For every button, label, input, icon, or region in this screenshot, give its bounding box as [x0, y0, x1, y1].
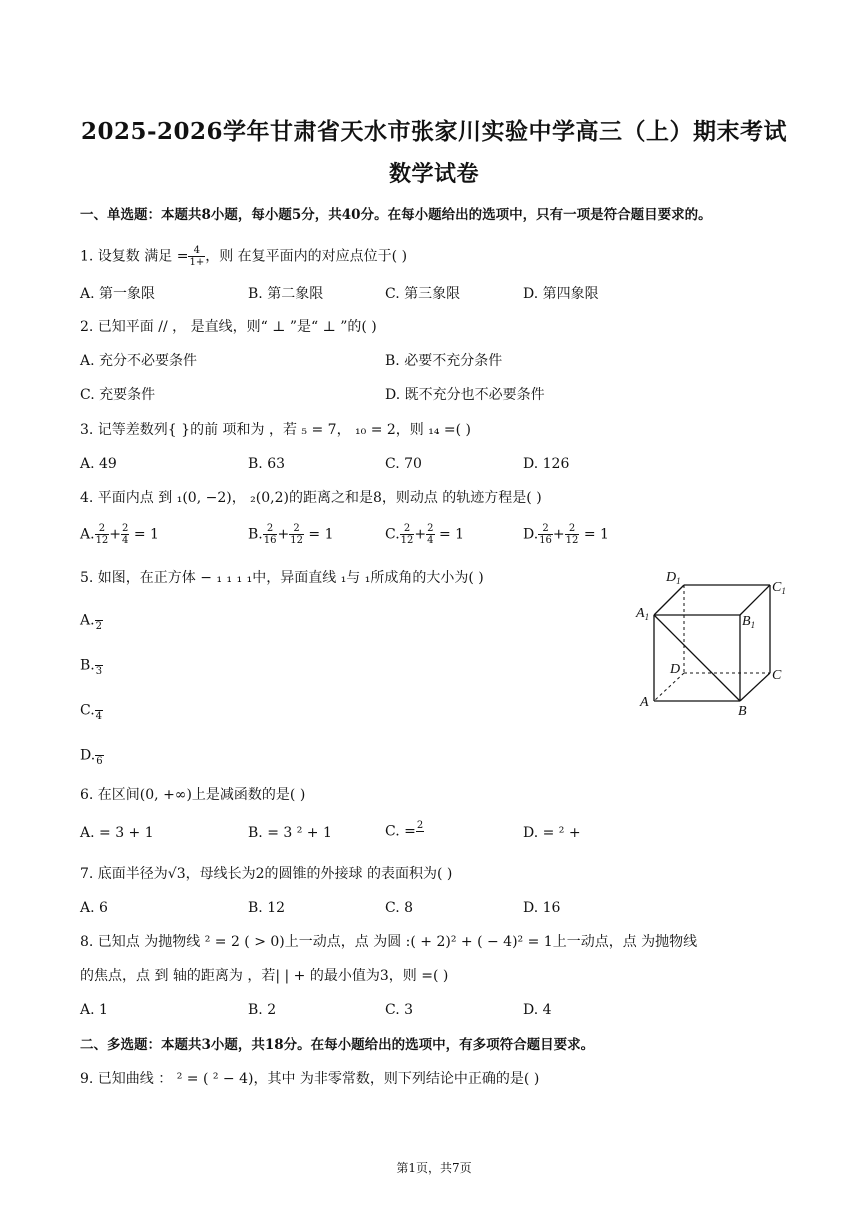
fraction-num [95, 744, 103, 756]
fraction-num: 2 [416, 820, 424, 831]
question-7-option-d[interactable]: D. 16 [523, 900, 561, 916]
question-6-option-c[interactable] [385, 820, 424, 843]
label-c1: $C_1$ [772, 580, 786, 596]
fraction-den [416, 832, 424, 843]
question-6-stem: 6. 在区间(0, +∞)上是减函数的是( ) [80, 787, 306, 803]
edge-b1-c1 [740, 585, 770, 615]
fraction [426, 523, 434, 546]
question-8-stem-line-2: 的焦点，点 到 轴的距离为 ，若| | + 的最小值为3，则 =( ) [80, 968, 449, 984]
plus-sign: + [277, 526, 290, 543]
question-2-option-b[interactable]: B. 必要不充分条件 [385, 353, 503, 369]
question-1-fraction-den: 1+ [189, 257, 205, 268]
fraction-den: 16 [539, 535, 552, 546]
fraction [95, 609, 103, 632]
fraction-num: 2 [427, 523, 434, 534]
fraction-num: 2 [400, 523, 415, 535]
hidden-edge-d-a [654, 673, 684, 701]
edge-b-c [740, 673, 770, 701]
option-c-label: C. [80, 702, 95, 719]
question-7-option-a[interactable]: A. 6 [80, 900, 108, 916]
fraction-den: 16 [263, 535, 277, 546]
question-1-option-c[interactable]: C. 第三象限 [385, 286, 461, 302]
option-b-label: B. [80, 657, 95, 674]
equals-one: = 1 [308, 526, 334, 543]
fraction-num [95, 654, 103, 666]
fraction [416, 820, 424, 843]
fraction-num: 2 [122, 523, 129, 534]
question-3-option-a[interactable]: A. 49 [80, 456, 117, 472]
fraction [263, 523, 278, 546]
fraction-num: 2 [289, 523, 304, 535]
fraction-den: 4 [95, 711, 103, 722]
fraction-den: 12 [95, 535, 109, 546]
fraction [121, 523, 129, 546]
fraction-den: 12 [565, 535, 579, 546]
fraction-num [95, 699, 103, 711]
label-a: A [640, 695, 649, 710]
question-5-option-c[interactable] [80, 699, 103, 722]
section-multiple-choice-heading: 二、多选题：本题共3小题，共18分。在每小题给出的选项中，有多项符合题目要求。 [80, 1037, 595, 1053]
label-d: D [670, 662, 681, 677]
fraction-den: 6 [96, 756, 103, 767]
exam-title: 2025-2026学年甘肃省天水市张家川实验中学高三（上）期末考试 [80, 118, 788, 145]
question-8-option-a[interactable]: A. 1 [80, 1002, 108, 1018]
question-8-stem-line-1: 8. 已知点 为抛物线 ² = 2 ( > 0)上一动点，点 为圆 :( + 2)² + ( − 4)² = 1上一动点，点 为抛物线 [80, 934, 698, 950]
section-single-choice-heading: 一、单选题：本题共8小题，每小题5分，共40分。在每小题给出的选项中，只有一项是符合题目要求的。 [80, 207, 712, 223]
question-6-option-a[interactable]: A. = 3 + 1 [80, 825, 154, 841]
question-1-option-d[interactable]: D. 第四象限 [523, 286, 599, 302]
equals-one: = 1 [133, 526, 159, 543]
question-7-option-c[interactable]: C. 8 [385, 900, 414, 916]
fraction [95, 744, 103, 767]
option-c-text: C. = [385, 823, 416, 840]
fraction [95, 699, 103, 722]
question-1-option-b[interactable]: B. 第二象限 [248, 286, 324, 302]
question-7-option-b[interactable]: B. 12 [248, 900, 286, 916]
question-2-option-d[interactable]: D. 既不充分也不必要条件 [385, 387, 545, 403]
question-2-option-c[interactable]: C. 充要条件 [80, 387, 156, 403]
question-5-option-d[interactable] [80, 744, 104, 767]
plus-sign: + [552, 526, 565, 543]
question-3-option-d[interactable]: D. 126 [523, 456, 570, 472]
question-5-stem: 5. 如图，在正方体 − ₁ ₁ ₁ ₁中，异面直线 ₁与 ₁所成角的大小为( ) [80, 570, 484, 586]
question-5-option-a[interactable] [80, 609, 103, 632]
question-6-option-b[interactable]: B. = 3 ² + 1 [248, 825, 332, 841]
question-7-stem: 7. 底面半径为√3，母线长为2的圆锥的外接球 的表面积为( ) [80, 866, 453, 882]
question-4-option-b[interactable] [248, 523, 334, 546]
label-c: C [772, 668, 782, 683]
question-5-option-b[interactable] [80, 654, 103, 677]
label-b1: $B_1$ [742, 614, 756, 630]
option-a-label: A. [80, 526, 95, 543]
fraction-num: 2 [263, 523, 278, 535]
fraction-den: 4 [122, 535, 129, 546]
question-3-option-c[interactable]: C. 70 [385, 456, 422, 472]
question-1-stem [80, 245, 407, 268]
question-4-option-a[interactable] [80, 523, 159, 546]
equals-one: = 1 [438, 526, 465, 543]
edge-a1-d1 [654, 585, 684, 615]
question-9-stem: 9. 已知曲线 ： ² = ( ² − 4)，其中 为非零常数，则下列结论中正确的是( ) [80, 1071, 540, 1087]
fraction-den: 2 [95, 621, 102, 632]
page-footer: 第1页，共7页 [396, 1161, 472, 1175]
question-4-option-d[interactable] [523, 523, 609, 546]
fraction-den: 3 [95, 666, 103, 677]
question-8-option-d[interactable]: D. 4 [523, 1002, 552, 1018]
equals-one: = 1 [583, 526, 609, 543]
label-a1: $A_1$ [636, 606, 650, 622]
fraction-num: 2 [565, 523, 580, 535]
fraction [95, 654, 103, 677]
fraction [538, 523, 553, 546]
question-3-option-b[interactable]: B. 63 [248, 456, 286, 472]
question-4-stem: 4. 平面内点 到 ₁(0, −2)， ₂(0,2)的距离之和是8，则动点 的轨迹方程是( ) [80, 490, 542, 506]
question-1-fraction-num: 4 [188, 245, 205, 257]
question-1-text-pre: 1. 设复数 满足 = [80, 248, 189, 265]
question-8-option-c[interactable]: C. 3 [385, 1002, 414, 1018]
question-1-text-post: ，则 在复平面内的对应点位于( ) [205, 248, 408, 265]
fraction [565, 523, 580, 546]
fraction [289, 523, 304, 546]
fraction [95, 523, 110, 546]
fraction-num: 2 [95, 523, 110, 535]
exam-subtitle: 数学试卷 [388, 161, 479, 187]
fraction-den: 12 [290, 535, 303, 546]
question-3-stem: 3. 记等差数列{ }的前 项和为 ，若 ₅ = 7， ₁₀ = 2，则 ₁₄ =( ) [80, 422, 472, 438]
option-d-label: D. [523, 526, 539, 543]
fraction-num: 2 [538, 523, 553, 535]
option-d-label: D. [80, 747, 96, 764]
option-a-label: A. [80, 612, 95, 629]
option-c-label: C. [385, 526, 400, 543]
plus-sign: + [414, 526, 427, 543]
question-1-fraction [188, 245, 205, 268]
question-8-option-b[interactable]: B. 2 [248, 1002, 277, 1018]
diagonal-a1-b [654, 615, 740, 701]
question-4-option-c[interactable] [385, 523, 464, 546]
cube-figure [628, 563, 798, 723]
option-b-label: B. [248, 526, 263, 543]
question-6-option-d[interactable]: D. = ² + [523, 825, 581, 841]
label-d1: $D_1$ [666, 570, 681, 586]
plus-sign: + [109, 526, 122, 543]
question-1-option-a[interactable]: A. 第一象限 [80, 286, 156, 302]
question-2-option-a[interactable]: A. 充分不必要条件 [80, 353, 198, 369]
question-2-stem: 2. 已知平面 // ， 是直线，则“ ⊥ ”是“ ⊥ ”的( ) [80, 319, 377, 335]
label-b: B [738, 704, 747, 719]
fraction-den: 4 [427, 535, 434, 546]
fraction-den: 12 [400, 535, 414, 546]
fraction [400, 523, 415, 546]
fraction-num [95, 609, 103, 621]
